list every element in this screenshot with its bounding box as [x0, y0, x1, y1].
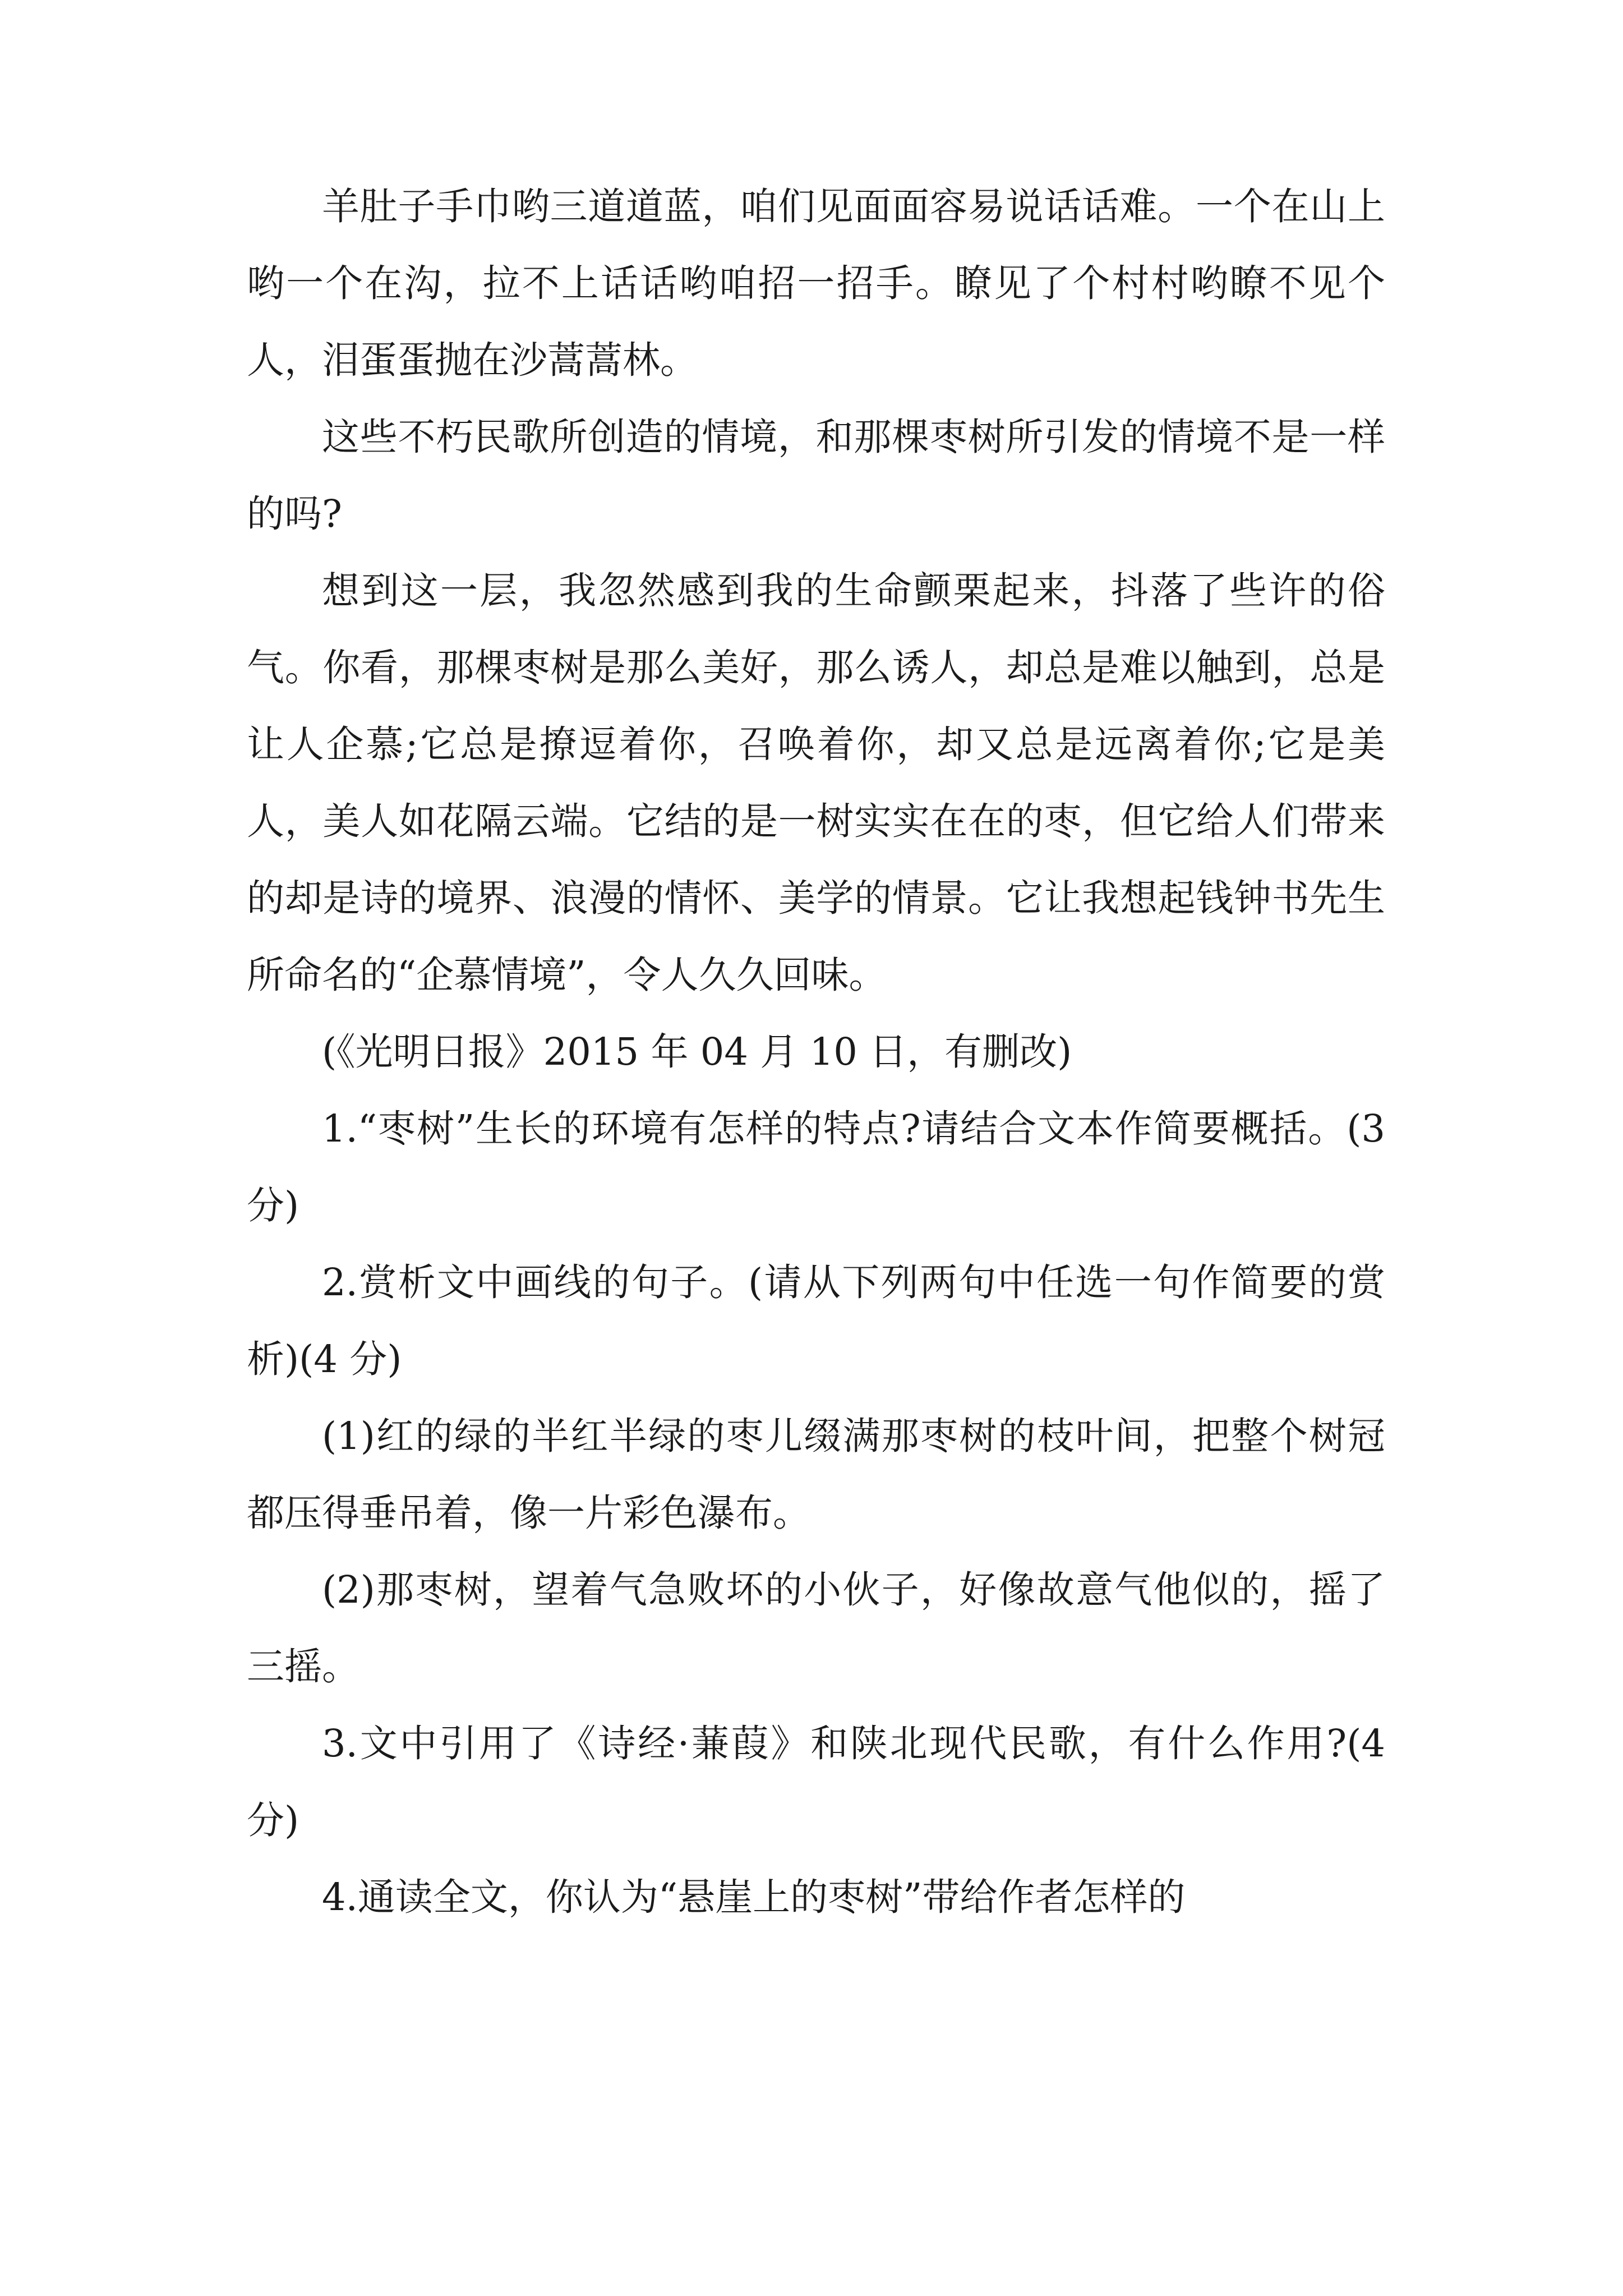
question-2: 2.赏析文中画线的句子。(请从下列两句中任选一句作简要的赏析)(4 分)	[247, 1260, 1385, 1381]
paragraph-folk-song: 羊肚子手巾哟三道道蓝，咱们见面面容易说话话难。一个在山上哟一个在沟，拉不上话话哟咱招一招手。瞭见了个村村哟瞭不见个人，泪蛋蛋抛在沙蒿蒿林。	[247, 185, 1385, 382]
text-body	[247, 168, 1385, 1936]
question-3: 3.文中引用了《诗经·蒹葭》和陕北现代民歌，有什么作用?(4 分)	[247, 1722, 1385, 1842]
paragraph-situation-question: 这些不朽民歌所创造的情境，和那棵枣树所引发的情境不是一样的吗?	[247, 415, 1385, 536]
question-4: 4.通读全文，你认为“悬崖上的枣树”带给作者怎样的	[322, 1875, 1186, 1919]
question-2-option-1: (1)红的绿的半红半绿的枣儿缀满那枣树的枝叶间，把整个树冠都压得垂吊着，像一片彩色瀑布。	[247, 1414, 1385, 1535]
source-citation: (《光明日报》2015 年 04 月 10 日，有删改)	[322, 1030, 1072, 1074]
question-1: 1.“枣树”生长的环境有怎样的特点?请结合文本作简要概括。(3 分)	[247, 1107, 1385, 1227]
paragraph-reflection: 想到这一层，我忽然感到我的生命颤栗起来，抖落了些许的俗气。你看，那棵枣树是那么美好，那么诱人，却总是难以触到，总是让人企慕;它总是撩逗着你，召唤着你，却又总是远离着你;它是美人，美人如花隔云端。它结的是一树实实在在的枣，但它给人们带来的却是诗的境界、浪漫的情怀、美学的情景。它让我想起钱钟书先生所命名的“企慕情境”，令人久久回味。	[247, 569, 1385, 997]
question-2-option-2: (2)那枣树，望着气急败坏的小伙子，好像故意气他似的，摇了三摇。	[247, 1568, 1385, 1688]
